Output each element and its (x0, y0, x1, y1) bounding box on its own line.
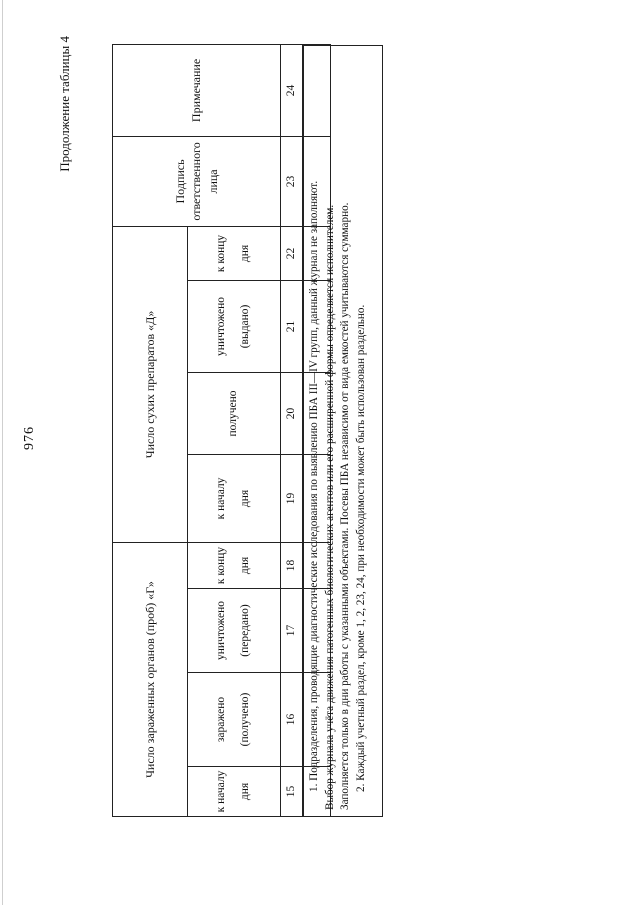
header-prep-destroyed-line2: (выдано) (239, 304, 251, 349)
header-prep-end (188, 226, 281, 280)
column-number: 20 (281, 372, 303, 454)
header-organs-infected (188, 673, 281, 767)
header-organs-start-line2: дня (239, 782, 251, 801)
header-prep-received: получено (188, 372, 281, 454)
header-organs-infected-line1: заражено (215, 696, 228, 743)
column-number: 21 (281, 280, 303, 372)
header-organs-destroyed-line1: уничтожено (215, 601, 228, 660)
header-organs-start-line1: к началу (215, 770, 228, 813)
header-organs-end-line2: дня (239, 556, 251, 575)
header-prep-start-line1: к началу (215, 477, 228, 520)
journal-table (112, 44, 331, 817)
header-prep-destroyed-line1: уничтожено (215, 296, 228, 356)
column-number: 15 (281, 767, 303, 817)
column-number: 24 (281, 44, 303, 136)
column-number: 18 (281, 542, 303, 588)
note-line-4: 2. Каждый учетный раздел, кроме 1, 2, 23, 24, при необходимости может быть использован раздельно. (354, 304, 367, 792)
note-line-1: 1. Подразделения, проводящие диагностические исследования по выявлению ПБА III—IV групп, данный журнал не заполняют. (308, 180, 320, 792)
header-preparations-group: Число сухих препаратов «Д» (113, 226, 188, 542)
header-organs-group: Число зараженных органов (проб) «Г» (113, 542, 188, 816)
header-prep-end-line2: дня (239, 244, 251, 263)
header-organs-infected-line2: (получено) (239, 692, 251, 747)
column-number: 22 (281, 226, 303, 280)
column-number: 17 (281, 589, 303, 673)
header-organs-end (188, 542, 281, 588)
header-organs-destroyed-line2: (передано) (239, 604, 251, 657)
header-note: Примечание (113, 44, 281, 136)
header-organs-start (188, 767, 281, 817)
header-organs-end-line1: к концу (215, 546, 228, 585)
table-continuation-label: Продолжение таблицы 4 (57, 36, 72, 172)
table-notes (303, 45, 383, 817)
column-number: 19 (281, 454, 303, 542)
header-prep-destroyed (188, 280, 281, 372)
header-prep-end-line1: к концу (215, 234, 228, 273)
page-number: 976 (22, 426, 37, 450)
header-prep-start-line2: дня (239, 489, 251, 508)
note-line-2: Выбор журнала учёта движения патогенных биологических агентов или его расширенной формы определяется исполнителем. (323, 204, 336, 810)
column-number: 16 (281, 673, 303, 767)
header-organs-destroyed (188, 589, 281, 673)
note-line-3: Заполняется только в дни работы с указанными объектами. Посевы ПБА независимо от вида емкостей учитываются суммарно. (339, 202, 351, 810)
header-prep-start (188, 454, 281, 542)
column-number: 23 (281, 136, 303, 226)
column-number-row (281, 44, 303, 816)
header-signature: Подпись ответственного лица (113, 136, 281, 226)
